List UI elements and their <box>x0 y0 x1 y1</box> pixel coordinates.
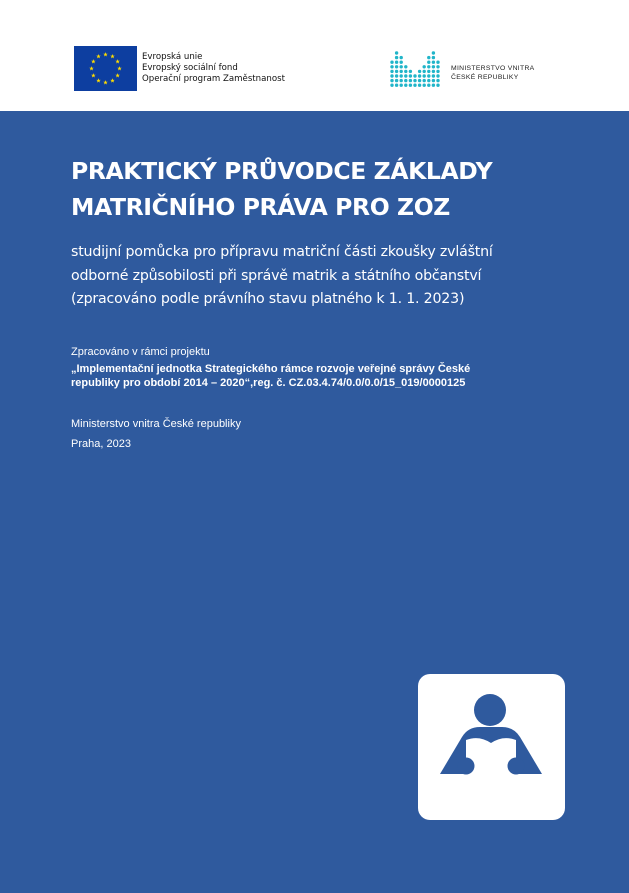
eu-flag-icon <box>74 46 137 91</box>
ministry-logo-dot <box>436 84 439 87</box>
project-name-line-2: republiky pro období 2014 – 2020“,reg. č. CZ.03.4.74/0.0/0.0/15_019/0000125 <box>71 377 466 389</box>
ministry-logo-dot <box>413 74 416 77</box>
ministry-logo-dot <box>395 56 398 59</box>
ministry-logo-dot <box>432 61 435 64</box>
ministry-logo-dot <box>432 51 435 54</box>
eu-text-line-3: Operační program Zaměstnanost <box>142 74 285 85</box>
ministry-logo-dot <box>436 70 439 73</box>
ministry-logo-dot <box>423 74 426 77</box>
ministry-logo-dot <box>418 79 421 82</box>
project-info <box>71 345 611 390</box>
project-label: Zpracováno v rámci projektu <box>71 346 210 358</box>
ministry-logo-dot <box>423 84 426 87</box>
ministry-logo-dot <box>427 84 430 87</box>
eu-star-icon <box>110 78 115 82</box>
ministry-logo-dot <box>418 84 421 87</box>
subtitle-line-2: odborné způsobilosti při správě matrik a státního občanství <box>71 267 482 284</box>
ministry-logo-dot <box>436 65 439 68</box>
ministry-logo-dot <box>395 61 398 64</box>
project-name-line-1: „Implementační jednotka Strategického rámce rozvoje veřejné správy České <box>71 363 471 375</box>
eu-star-icon <box>91 59 96 63</box>
ministry-text-line-1: MINISTERSTVO VNITRA <box>451 65 535 72</box>
ministry-logo-icon <box>389 50 441 90</box>
eu-text-line-2: Evropský sociální fond <box>142 63 238 74</box>
ministry-logo-dot <box>409 70 412 73</box>
ministry-logo-dot <box>390 61 393 64</box>
title-line-1: PRAKTICKÝ PRŮVODCE ZÁKLADY <box>71 157 493 185</box>
title-line-2: MATRIČNÍHO PRÁVA PRO ZOZ <box>71 193 450 221</box>
ministry-logo-text <box>451 64 535 82</box>
ministry-logo-dot <box>427 74 430 77</box>
ministry-logo-dot <box>395 79 398 82</box>
ministry-logo-dot <box>390 65 393 68</box>
ministry-logo-dot <box>395 70 398 73</box>
ministry-logo-dot <box>404 79 407 82</box>
ministry-logo-dot <box>390 74 393 77</box>
ministry-logo-dot <box>427 79 430 82</box>
eu-star-icon <box>115 73 120 77</box>
ministry-logo-dot <box>418 70 421 73</box>
ministry-logo-dot <box>436 79 439 82</box>
ministry-logo-dot <box>400 74 403 77</box>
ministry-logo-dot <box>395 51 398 54</box>
ministry-logo-dot <box>432 56 435 59</box>
ministry-logo-dot <box>427 61 430 64</box>
eu-star-icon <box>91 73 96 77</box>
eu-star-icon <box>96 78 101 82</box>
ministry-logo-dot <box>409 74 412 77</box>
page-header <box>0 0 629 111</box>
ministry-logo-dot <box>395 74 398 77</box>
ministry-logo-dot <box>395 84 398 87</box>
ministry-logo-dot <box>404 84 407 87</box>
document-subtitle <box>71 241 611 312</box>
ministry-logo-dot <box>427 65 430 68</box>
ministry-logo-dot <box>413 84 416 87</box>
ministry-logo-dot <box>427 56 430 59</box>
ministry-logo-dot <box>390 84 393 87</box>
ministry-logo-dot <box>395 65 398 68</box>
place-and-year: Praha, 2023 <box>71 438 131 450</box>
ministry-logo-dot <box>409 84 412 87</box>
ministry-logo-dot <box>432 79 435 82</box>
eu-text-line-1: Evropská unie <box>142 52 203 62</box>
subtitle-line-3: (zpracováno podle právního stavu platného k 1. 1. 2023) <box>71 291 465 307</box>
ministry-logo-dot <box>390 70 393 73</box>
eu-star-icon <box>96 54 101 58</box>
eu-logo-text <box>142 52 285 86</box>
ministry-logo-dot <box>436 74 439 77</box>
subtitle-line-1: studijní pomůcka pro přípravu matriční části zkoušky zvláštní <box>71 244 493 260</box>
person-reading-book-icon <box>418 674 565 820</box>
ministry-logo-dot <box>400 79 403 82</box>
ministry-logo-dot <box>400 61 403 64</box>
ministry-logo-dot <box>432 74 435 77</box>
ministry-logo-dot <box>400 56 403 59</box>
ministry-logo-dot <box>404 65 407 68</box>
ministry-logo-dot <box>400 84 403 87</box>
ministry-logo-dot <box>400 65 403 68</box>
eu-star-icon <box>115 59 120 63</box>
eu-star-icon <box>103 80 108 84</box>
ministry-logo-dot <box>432 70 435 73</box>
ministry-logo-dot <box>418 74 421 77</box>
eu-star-icon <box>103 52 108 56</box>
ministry-logo-dot <box>390 79 393 82</box>
ministry-logo-dot <box>432 65 435 68</box>
ministry-logo-dot <box>436 61 439 64</box>
ministry-logo-dot <box>423 70 426 73</box>
ministry-text-line-2: ČESKÉ REPUBLIKY <box>451 74 519 81</box>
ministry-logo-dot <box>423 65 426 68</box>
ministry-logo-dot <box>423 79 426 82</box>
ministry-logo-dot <box>427 70 430 73</box>
ministry-logo-dot <box>409 79 412 82</box>
organization-name: Ministerstvo vnitra České republiky <box>71 418 241 430</box>
ministry-logo-dot <box>400 70 403 73</box>
eu-star-icon <box>89 66 94 70</box>
eu-star-icon <box>117 66 122 70</box>
ministry-logo-dot <box>404 70 407 73</box>
eu-star-icon <box>110 54 115 58</box>
document-title <box>71 153 611 225</box>
ministry-logo-dot <box>432 84 435 87</box>
ministry-logo-dot <box>413 79 416 82</box>
ministry-logo-dot <box>404 74 407 77</box>
